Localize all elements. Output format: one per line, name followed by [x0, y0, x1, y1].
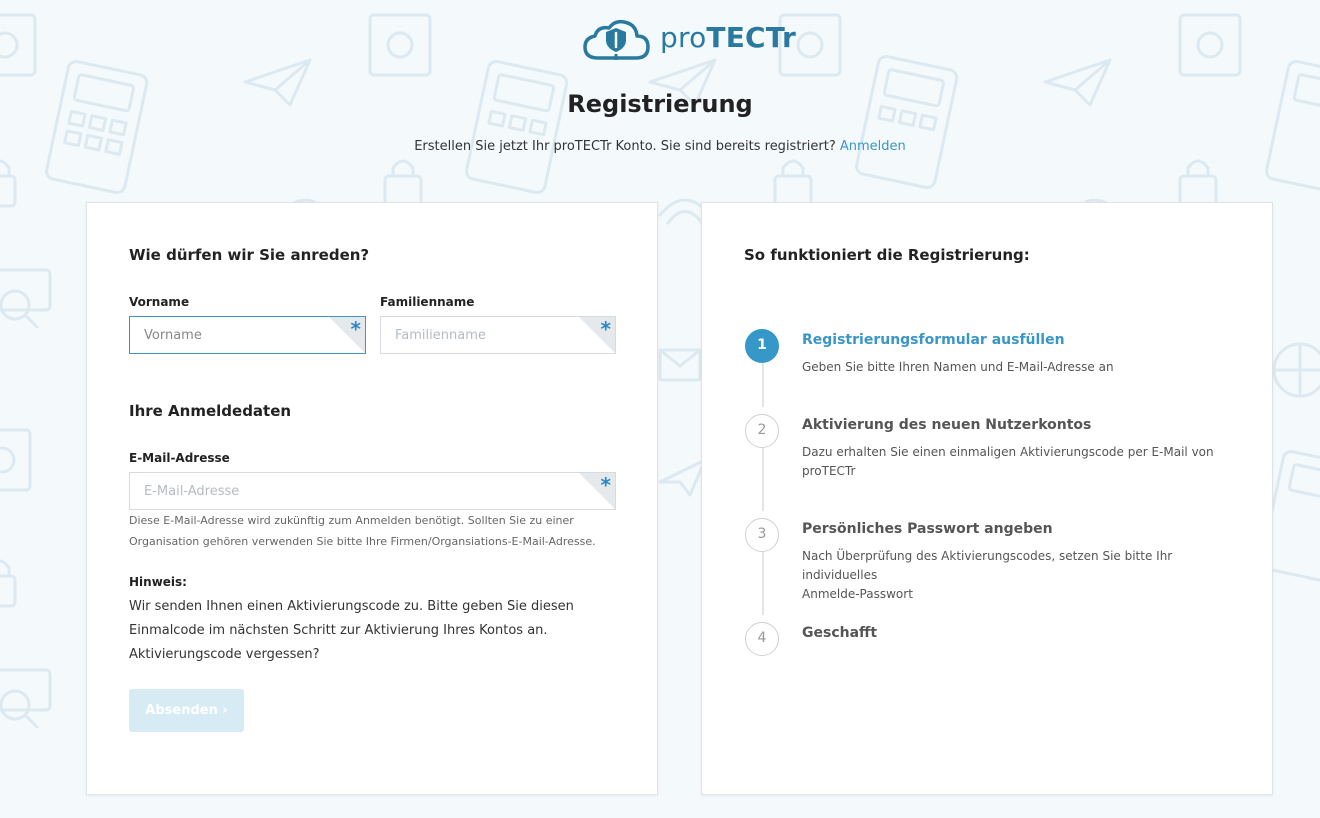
- page-header: [0, 0, 1320, 200]
- email-help-text: [129, 510, 596, 552]
- step-title: Aktivierung des neuen Nutzerkontos: [802, 417, 1092, 433]
- page-title: Registrierung: [567, 90, 753, 118]
- step-number-badge: 2: [745, 414, 779, 448]
- registration-steps-card: [701, 202, 1273, 795]
- page-subtitle: [0, 138, 1320, 156]
- email-field-wrapper: [129, 472, 616, 510]
- submit-button[interactable]: Absenden ›: [129, 689, 244, 732]
- step-description-line: Anmelde-Passwort: [802, 587, 913, 601]
- step-description-line: Nach Überprüfung des Aktivierungscodes, setzen Sie bitte Ihr individuelles: [802, 549, 1173, 582]
- step-number-badge: 4: [745, 622, 779, 656]
- step-description: [802, 443, 1232, 481]
- required-asterisk-icon: *: [600, 317, 611, 341]
- hint-line: Einmalcode im nächsten Schritt zur Aktivierung Ihres Kontos an.: [129, 623, 548, 638]
- step-description-line: Dazu erhalten Sie einen einmaligen Aktivierungscode per E-Mail von: [802, 445, 1214, 459]
- brand-logo[interactable]: [582, 16, 797, 62]
- first-name-field-wrapper: [129, 316, 366, 354]
- safe-icon: [0, 430, 30, 490]
- registration-form-card: [86, 202, 658, 795]
- step-number-badge: 3: [745, 518, 779, 552]
- step-title: Persönliches Passwort angeben: [802, 521, 1053, 537]
- hint-line: Wir senden Ihnen einen Aktivierungscode zu. Bitte geben Sie diesen: [129, 599, 574, 614]
- step-connector: [762, 363, 764, 407]
- hint-label: Hinweis:: [129, 575, 187, 589]
- required-asterisk-icon: *: [350, 317, 361, 341]
- padlock-icon: [0, 561, 15, 606]
- step-number-badge: 1: [745, 329, 779, 363]
- step-title: Registrierungsformular ausfüllen: [802, 332, 1065, 348]
- required-asterisk-icon: *: [600, 473, 611, 497]
- id-card-icon: [0, 270, 50, 327]
- salutation-section-title: Wie dürfen wir Sie anreden?: [129, 246, 370, 264]
- step-description-line: proTECTr: [802, 464, 856, 478]
- email-label: E-Mail-Adresse: [129, 451, 230, 465]
- paper-plane-icon: [660, 460, 705, 495]
- envelope-icon: [660, 350, 700, 380]
- step-connector: [762, 552, 764, 615]
- globe-icon: [1274, 344, 1320, 396]
- email-help-line: Organisation gehören verwenden Sie bitte Ihre Firmen/Organsiations-E-Mail-Adresse.: [129, 535, 596, 548]
- cloud-shield-icon: [582, 16, 652, 62]
- credentials-section-title: Ihre Anmeldedaten: [129, 402, 292, 420]
- step-connector: [762, 448, 764, 511]
- last-name-label: Familienname: [380, 295, 475, 309]
- hint-text: [129, 595, 574, 667]
- email-input[interactable]: [130, 473, 615, 509]
- subtitle-text: Erstellen Sie jetzt Ihr proTECTr Konto. Sie sind bereits registriert?: [414, 139, 836, 154]
- hint-line: Aktivierungscode vergessen?: [129, 647, 320, 662]
- id-card-icon: [0, 670, 50, 727]
- login-link[interactable]: Anmelden: [839, 139, 906, 154]
- step-title: Geschafft: [802, 625, 878, 641]
- first-name-label: Vorname: [129, 295, 190, 309]
- brand-name: proTECTr: [660, 21, 797, 54]
- email-help-line: Diese E-Mail-Adresse wird zukünftig zum Anmelden benötigt. Sollten Sie zu einer: [129, 514, 574, 527]
- step-description: Geben Sie bitte Ihren Namen und E-Mail-Adresse an: [802, 360, 1114, 374]
- step-description: [802, 547, 1232, 604]
- last-name-field-wrapper: [380, 316, 616, 354]
- steps-panel-title: So funktioniert die Registrierung:: [744, 246, 1030, 264]
